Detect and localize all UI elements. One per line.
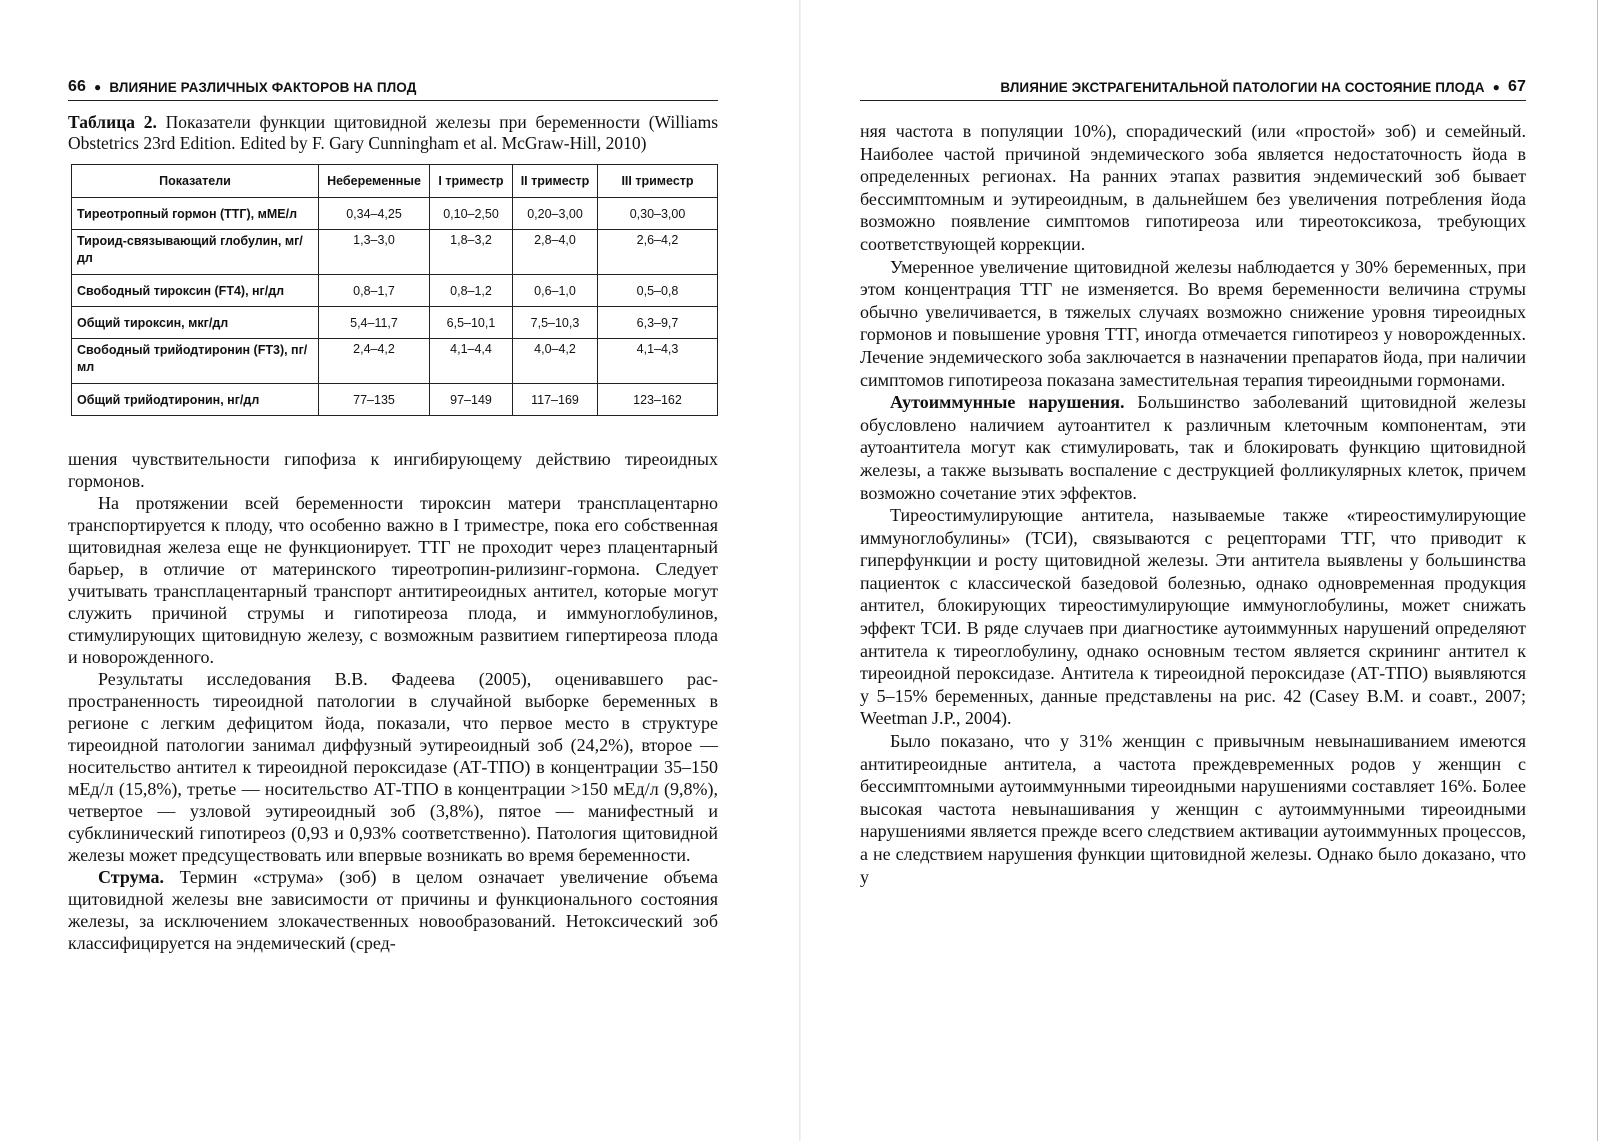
table-row-name: Общий тироксин, мкг/дл (72, 307, 319, 339)
paragraph-autoimmune-text: Большинство заболеваний щитовидной железы обусловлено наличием аутоантител к различным клеточным компонентам, эти аутоантитела могут как стимулировать, так и блокировать функцию щитовидной железы, а также вызывать воспаление с деструкцией фолликулярных клеток, причем возможно сочетание этих эффектов. (860, 392, 1526, 503)
table-cell: 2,8–4,0 (513, 230, 598, 275)
paragraph: Результаты исследования В.В. Фадеева (2005), оценивавшего распространенность тиреоидной патологии в случайной выборке беременных в регионе с легким дефицитом йода, показали, что первое место в структуре тиреоидной патологии занимал диффузный эутиреоидный зоб (24,2%), второе — носительство антител к тиреоидной пероксидазе (АТ-ТПО) в концентрации 35–150 мЕд/л (15,8%), третье — носительство АТ-ТПО в концентрации >150 мЕд/л (9,8%), четвертое — узловой эутиреоидный зоб (3,8%), пятое — манифестный и субклинический гипотиреоз (0,93 и 0,93% соответственно). Патология щитовидной железы может предсуществовать или впервые возникать во время беременности. (68, 669, 718, 865)
table-cell: 77–135 (319, 384, 430, 416)
table-header-cell: II триместр (513, 165, 598, 198)
table-cell: 0,5–0,8 (598, 275, 718, 307)
table-header-cell: Показатели (72, 165, 319, 198)
table-cell: 5,4–11,7 (319, 307, 430, 339)
paragraph: Тиреостимулирующие антитела, называемые также «тиреостимулирующие иммуноглобулины» (ТСИ), связываются с рецепторами ТТГ, что приводит к гиперфункции и росту щитовидной железы. Эти антитела выявлены у большинства пациенток с классической базедовой болезнью, однако одновременная продукция антител, блокирующих тиреостимулирующие иммуноглобулины, может снижать эффект ТСИ. В ряде случаев при диагностике аутоиммунных нарушений определяют антитела к тиреоглобулину, однако основным тестом является скрининг антител к тиреоидной пероксидазе. Антитела к тиреоидной пероксидазе (АТ-ТПО) выявляются у 5–15% беременных, данные представлены на рис. 42 (Casey B.M. и соавт., 2007; Weetman J.P., 2004). (860, 505, 1526, 729)
table-cell: 4,1–4,3 (598, 339, 718, 384)
section-lead-struma: Струма. (98, 867, 164, 887)
table-caption-label: Таблица 2. (68, 112, 157, 132)
table-row (72, 307, 718, 339)
table-caption (68, 112, 718, 154)
table-cell: 4,0–4,2 (513, 339, 598, 384)
table-row (72, 275, 718, 307)
table-row (72, 198, 718, 230)
paragraph-struma (68, 866, 718, 954)
table-caption-text: Показатели функции щитовидной железы при беременности (Williams Obstetrics 23rd Edition. Edited by F. Gary Cunningham et al. McGraw-Hill, 2010) (68, 112, 719, 153)
table-row (72, 339, 718, 384)
left-body-text (68, 448, 718, 954)
table-header-row (72, 165, 718, 198)
table-cell: 1,3–3,0 (319, 230, 430, 275)
running-head-right (860, 76, 1526, 101)
table-cell: 6,5–10,1 (430, 307, 513, 339)
table-cell: 1,8–3,2 (430, 230, 513, 275)
table-cell: 0,30–3,00 (598, 198, 718, 230)
right-page (800, 0, 1600, 1141)
table-row-name: Свободный тироксин (FT4), нг/дл (72, 275, 319, 307)
page-number-left: 66 (68, 78, 86, 95)
paragraph: Было показано, что у 31% женщин с привычным невынашиванием имеются антитиреоидные антитела, а частота преждевременных родов у женщин с бессимптомными аутоиммунными тиреоидными нарушениями составляет 16%. Более высокая частота невынашивания у женщин с аутоиммунными тиреоидными нарушениями является прежде всего следствием активации аутоиммунных процессов, а не следствием нарушения функции щитовидной железы. Однако было доказано, что у (860, 731, 1526, 887)
table-cell: 2,6–4,2 (598, 230, 718, 275)
table-cell: 2,4–4,2 (319, 339, 430, 384)
paragraph: Умеренное увеличение щитовидной железы наблюдается у 30% беременных, при этом концентрация ТТГ не изменяется. Во время беременности величина струмы обычно увеличивается, в тяжелых случаях возможно снижение уровня тиреоидных гормонов и повышение уровня ТТГ, иногда отмечается гипотиреоз у новорожденных. Лечение эндемического зоба заключается в назначении препаратов йода, при наличии симптомов гипотиреоза показана заместительная терапия тиреоидными гормонами. (860, 256, 1526, 390)
table-header-cell: Небеременные (319, 165, 430, 198)
bullet-icon: ● (1492, 80, 1500, 94)
table-cell: 0,34–4,25 (319, 198, 430, 230)
bullet-icon: ● (94, 80, 102, 94)
right-body-text (860, 120, 1526, 888)
running-head-left (68, 76, 718, 101)
thyroid-function-table (71, 164, 718, 416)
table-row-name: Тиреотропный гормон (ТТГ), мМЕ/л (72, 198, 319, 230)
table-header-cell: I триместр (430, 165, 513, 198)
paragraph: шения чувствительности гипофиза к ингибирующему действию тиреоидных гормонов. (68, 449, 718, 491)
table-cell: 0,6–1,0 (513, 275, 598, 307)
running-title-right: ВЛИЯНИЕ ЭКСТРАГЕНИТАЛЬНОЙ ПАТОЛОГИИ НА СОСТОЯНИЕ ПЛОДА (1000, 79, 1485, 95)
paragraph: На протяжении всей беременности тироксин матери трансплацентарно транспортируется к плоду, что особенно важно в I триместре, пока его собственная щитовидная железа еще не функционирует. ТТГ не проходит через плацентарный барьер, в отличие от материнского тиреотропин-рилизинг-гормона. Следует учитывать трансплацентарный транспорт антитиреоидных антител, которые могут служить причиной струмы и гипотиреоза плода, и иммуноглобулинов, стимулирующих щитовидную железу, с возможным развитием гипертиреоза плода и новорожденного. (68, 493, 718, 667)
paragraph-struma-text: Термин «струма» (зоб) в целом означает увеличение объема щитовидной железы вне зависимости от причины и функционального состояния железы, за исключением злокачественных новообразований. Нетоксический зоб классифицируется на эндемический (сред- (68, 867, 718, 953)
table-header-cell: III триместр (598, 165, 718, 198)
table-row-name: Тироид-связывающий глобулин, мг/дл (72, 230, 319, 275)
table-cell: 0,10–2,50 (430, 198, 513, 230)
table-cell: 123–162 (598, 384, 718, 416)
table-row (72, 384, 718, 416)
running-title-left: ВЛИЯНИЕ РАЗЛИЧНЫХ ФАКТОРОВ НА ПЛОД (109, 79, 417, 95)
paragraph: няя частота в популяции 10%), спорадический (или «простой» зоб) и семейный. Наиболее частой причиной эндемического зоба является недостаточность йода в определенных регионах. На ранних этапах развития эндемический зоб бывает бессимптомным и эутиреоидным, в дальнейшем без увеличения потребления йода возможно появление симптомов гипотиреоза или тиреотоксикоза, требующих соответствующей коррекции. (860, 121, 1526, 254)
table-cell: 117–169 (513, 384, 598, 416)
table-cell: 7,5–10,3 (513, 307, 598, 339)
table-row-name: Общий трийодтиронин, нг/дл (72, 384, 319, 416)
table-cell: 6,3–9,7 (598, 307, 718, 339)
page-number-right: 67 (1508, 78, 1526, 95)
paragraph-autoimmune (860, 391, 1526, 504)
table-cell: 0,8–1,2 (430, 275, 513, 307)
table-cell: 4,1–4,4 (430, 339, 513, 384)
table-row-name: Свободный трийодтиронин (FT3), пг/мл (72, 339, 319, 384)
page-edge (1597, 0, 1598, 1141)
table-cell: 0,8–1,7 (319, 275, 430, 307)
table-cell: 97–149 (430, 384, 513, 416)
section-lead-autoimmune: Аутоиммунные нарушения. (890, 392, 1125, 413)
table-row (72, 230, 718, 275)
table-cell: 0,20–3,00 (513, 198, 598, 230)
